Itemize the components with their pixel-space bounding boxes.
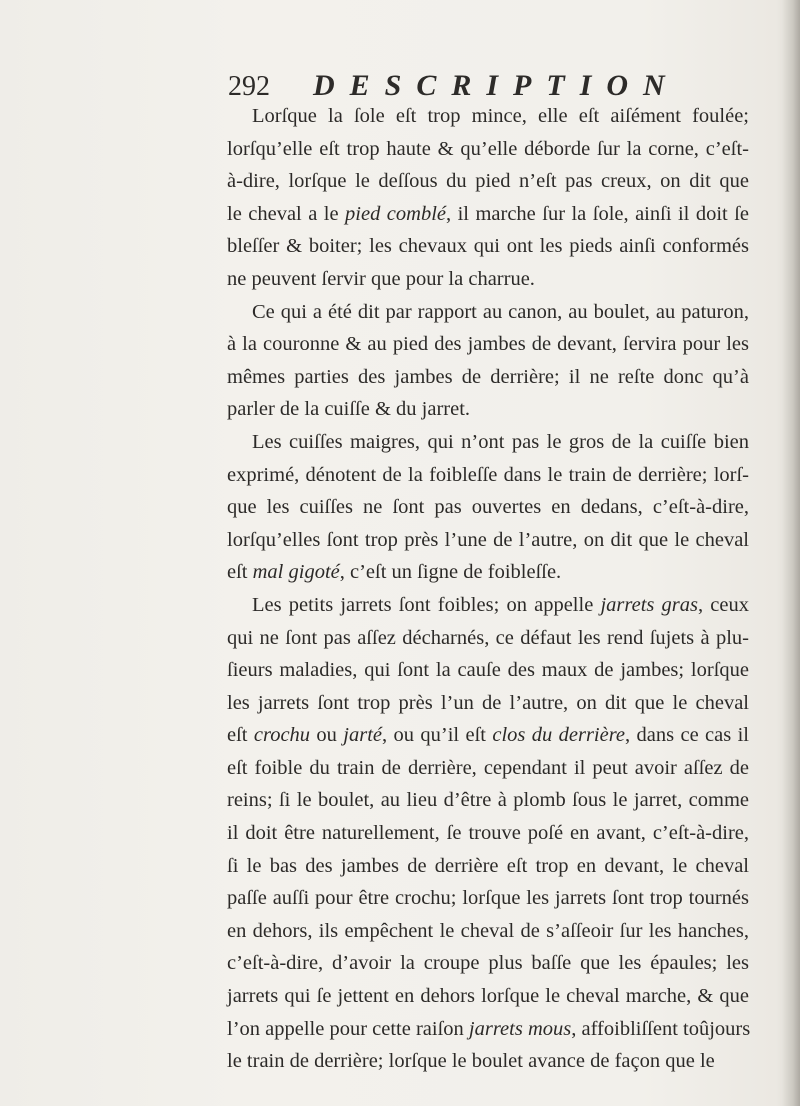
text-run: ou [310, 724, 344, 747]
text-line [227, 882, 749, 915]
text-line [227, 980, 749, 1013]
text-line [227, 100, 749, 133]
text-run: lorſqu’elles ſont trop près l’une de l’autre, on dit que le cheval [227, 528, 749, 551]
text-line [227, 165, 749, 198]
text-run: Les petits jarrets ſont foibles; on appelle [252, 593, 601, 616]
text-run: ne peuvent ſervir que pour la charrue. [227, 267, 535, 290]
text-line [227, 654, 749, 687]
text-run: , ceux [698, 593, 750, 616]
page-header [228, 67, 748, 103]
paragraph [227, 296, 749, 426]
text-run: le train de derrière; lorſque le boulet avance de façon que le [227, 1050, 715, 1073]
text-run: paſſe auſſi pour être crochu; lorſque les jarrets ſont trop tournés [227, 887, 749, 910]
text-run: lorſqu’elle eſt trop haute & qu’elle déborde ſur la corne, c’eſt- [227, 137, 749, 160]
text-line [227, 133, 749, 166]
text-run: , dans ce cas il [625, 724, 749, 747]
text-line [227, 752, 749, 785]
text-line [227, 687, 749, 720]
text-run: ſi le bas des jambes de derrière eſt trop en devant, le cheval [227, 854, 749, 877]
text-run: jarrets qui ſe jettent en dehors lorſque le cheval marche, & que [227, 985, 749, 1008]
text-line [227, 328, 749, 361]
text-run: à-dire, lorſque le deſſous du pied n’eſt pas creux, on dit que [227, 170, 749, 193]
text-line [227, 1013, 749, 1046]
text-line [227, 459, 749, 492]
page-edge-shadow [782, 0, 800, 1106]
text-run: le cheval a le [227, 202, 346, 225]
text-run: Ce qui a été dit par rapport au canon, au boulet, au paturon, [252, 300, 749, 323]
text-run: reins; ſi le boulet, au lieu d’être à plomb ſous le jarret, comme [227, 789, 749, 812]
text-line [227, 263, 749, 296]
text-line [227, 524, 749, 557]
text-run: qui ne ſont pas aſſez décharnés, ce défaut les rend ſujets à plu- [227, 626, 749, 649]
italic-term: jarrets gras [600, 593, 699, 616]
text-run: , affoibliſſent toûjours [571, 1017, 751, 1040]
text-run: il doit être naturellement, ſe trouve poſé en avant, c’eſt-à-dire, [227, 822, 749, 845]
text-line [227, 1045, 749, 1078]
italic-term: jarrets mous [468, 1017, 572, 1040]
text-line [227, 784, 749, 817]
text-line [227, 230, 749, 263]
italic-term: crochu [253, 724, 311, 747]
italic-term: jarté [343, 724, 383, 747]
text-line [227, 556, 749, 589]
text-line [227, 622, 749, 655]
text-line [227, 361, 749, 394]
paragraph [227, 426, 749, 589]
text-line [227, 915, 749, 948]
text-run: les jarrets ſont trop près l’un de l’autre, on dit que le cheval [227, 691, 749, 714]
text-line [227, 426, 749, 459]
text-run: eſt [227, 561, 253, 584]
text-line [227, 947, 749, 980]
text-line [227, 589, 749, 622]
text-run: c’eſt-à-dire, d’avoir la croupe plus baſſe que les épaules; les [227, 952, 749, 975]
text-run: , ou qu’il eſt [382, 724, 493, 747]
text-run: eſt foible du train de derrière, cependant il peut avoir aſſez de [227, 756, 749, 779]
text-line [227, 198, 749, 231]
text-run: en dehors, ils empêchent le cheval de s’aſſeoir ſur les hanches, [227, 919, 749, 942]
page-number: 292 [228, 71, 270, 102]
text-line [227, 393, 749, 426]
body-text [227, 100, 749, 1078]
text-line [227, 817, 749, 850]
text-run: , c’eſt un ſigne de foibleſſe. [339, 561, 562, 584]
text-run: parler de la cuiſſe & du jarret. [227, 398, 471, 421]
text-line [227, 850, 749, 883]
text-run: à la couronne & au pied des jambes de devant, ſervira pour les [227, 333, 749, 356]
text-line [227, 719, 749, 752]
text-run: que les cuiſſes ne ſont pas ouvertes en dedans, c’eſt-à-dire, [227, 496, 749, 519]
text-run: , il marche ſur la ſole, ainſi il doit ſe [446, 202, 749, 225]
italic-term: clos du derrière [492, 724, 626, 747]
text-run: exprimé, dénotent de la foibleſſe dans le train de derrière; lorſ- [227, 463, 749, 486]
running-head: DESCRIPTION [313, 69, 680, 102]
text-line [227, 296, 749, 329]
italic-term: pied comblé [345, 202, 447, 225]
paragraph [227, 589, 749, 1078]
text-run: Les cuiſſes maigres, qui n’ont pas le gros de la cuiſſe bien [252, 430, 749, 453]
text-run: mêmes parties des jambes de derrière; il ne reſte donc qu’à [227, 365, 749, 388]
text-run: ſieurs maladies, qui ſont la cauſe des maux de jambes; lorſque [227, 659, 749, 682]
italic-term: mal gigoté [252, 561, 340, 584]
text-run: Lorſque la ſole eſt trop mince, elle eſt aiſément foulée; [252, 105, 749, 127]
text-run: l’on appelle pour cette raiſon [227, 1017, 469, 1040]
text-run: eſt [227, 724, 254, 747]
paragraph [227, 100, 749, 296]
text-line [227, 491, 749, 524]
text-run: bleſſer & boiter; les chevaux qui ont les pieds ainſi conformés [227, 235, 749, 258]
